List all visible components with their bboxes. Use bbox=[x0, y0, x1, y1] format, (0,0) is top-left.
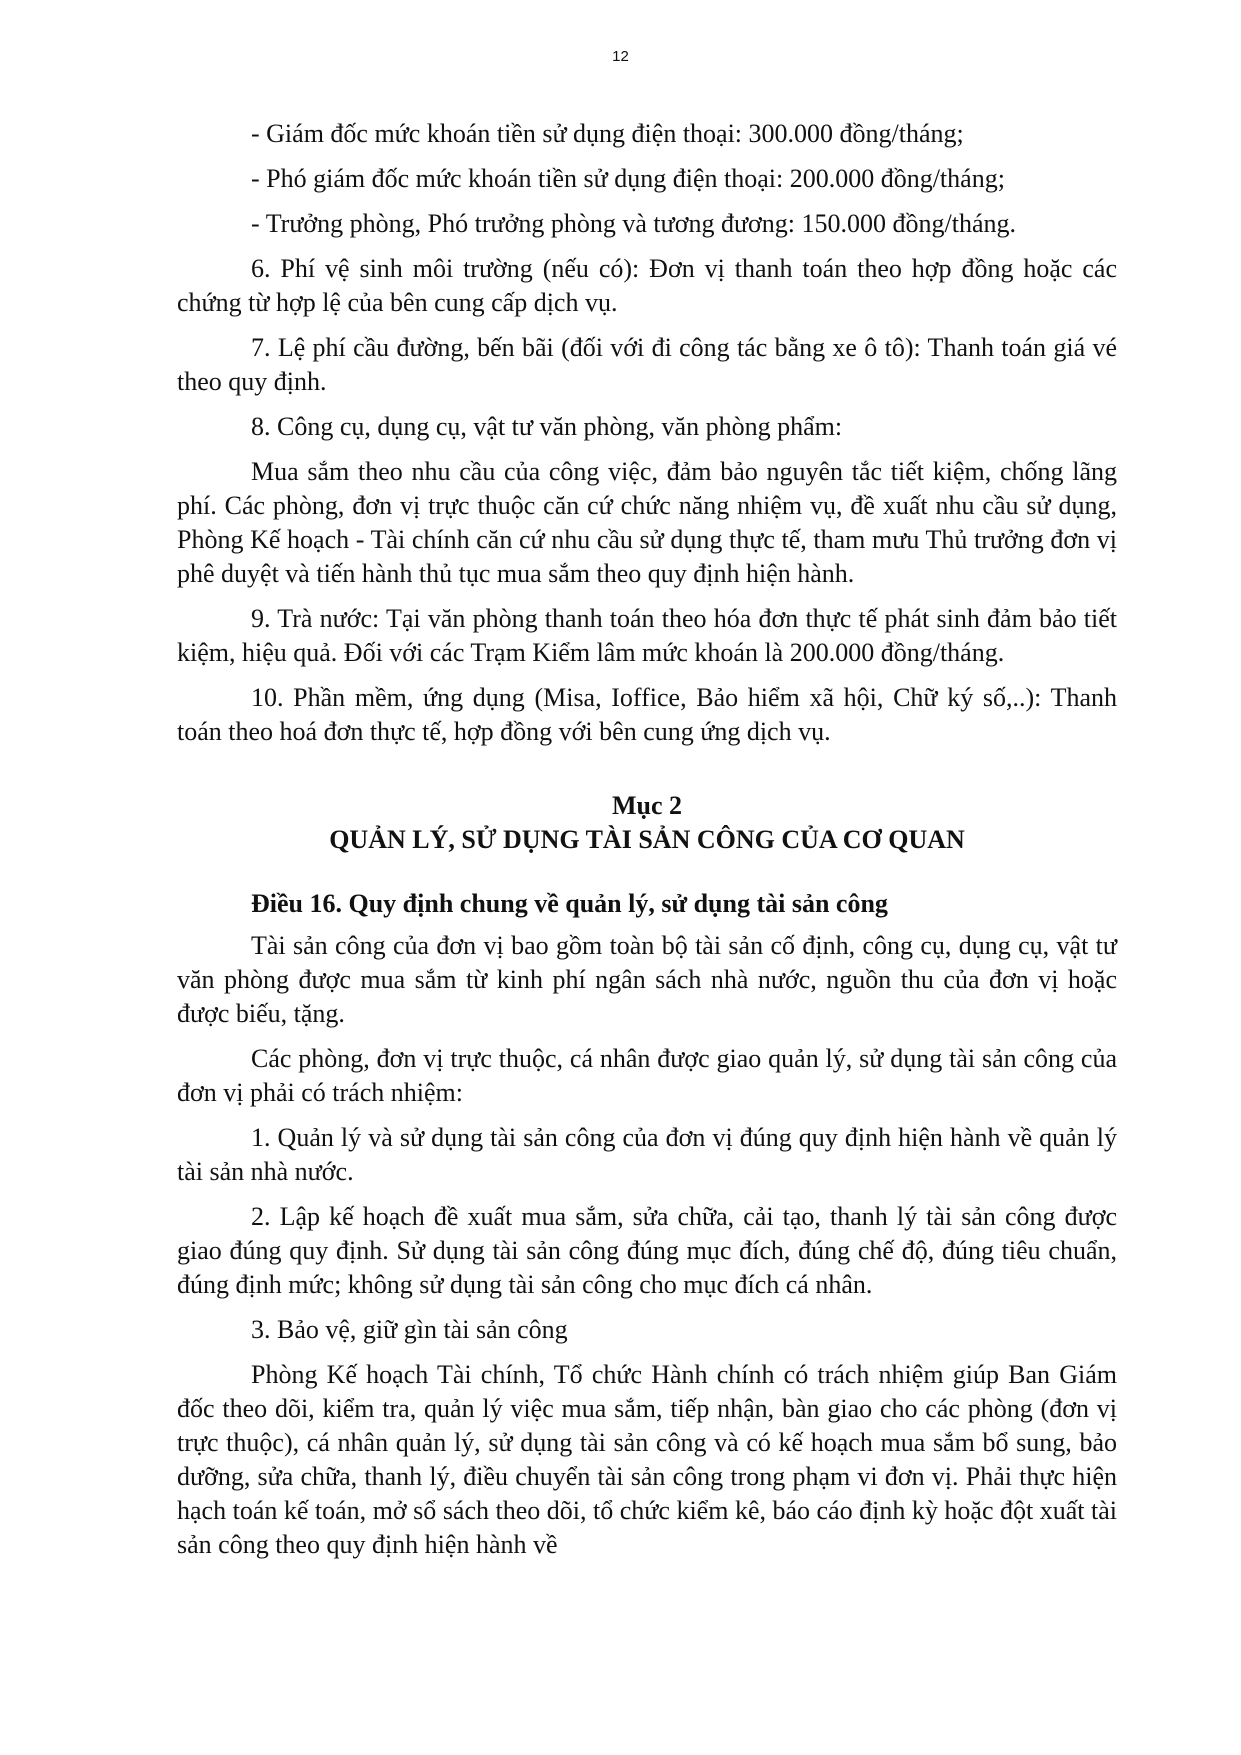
section-label: Mục 2 bbox=[611, 791, 683, 820]
article-heading: Điều 16. Quy định chung về quản lý, sử dụng tài sản công bbox=[251, 889, 888, 918]
article-title: Quy định chung về quản lý, sử dụng tài sản công bbox=[348, 889, 888, 918]
paragraph: 10. Phần mềm, ứng dụng (Misa, Ioffice, Bảo hiểm xã hội, Chữ ký số,..): Thanh toán theo hoá đơn thực tế, hợp đồng với bên cung ứng dịch vụ. bbox=[177, 683, 1117, 746]
document-body bbox=[177, 117, 1117, 1573]
paragraph: - Phó giám đốc mức khoán tiền sử dụng điện thoại: 200.000 đồng/tháng; bbox=[251, 164, 1005, 193]
paragraph: 1. Quản lý và sử dụng tài sản công của đơn vị đúng quy định hiện hành về quản lý tài sản nhà nước. bbox=[177, 1123, 1117, 1186]
paragraph: 9. Trà nước: Tại văn phòng thanh toán theo hóa đơn thực tế phát sinh đảm bảo tiết kiệm, hiệu quả. Đối với các Trạm Kiểm lâm mức khoán là 200.000 đồng/tháng. bbox=[177, 604, 1117, 667]
paragraph: Phòng Kế hoạch Tài chính, Tổ chức Hành chính có trách nhiệm giúp Ban Giám đốc theo dõi, kiểm tra, quản lý việc mua sắm, tiếp nhận, bàn giao cho các phòng (đơn vị trực thuộc), cá nhân quản lý, sử dụng tài sản công và có kế hoạch mua sắm bổ sung, bảo dưỡng, sửa chữa, thanh lý, điều chuyển tài sản công trong phạm vi đơn vị. Phải thực hiện hạch toán kế toán, mở sổ sách theo dõi, tổ chức kiểm kê, báo cáo định kỳ hoặc đột xuất tài sản công theo quy định hiện hành về bbox=[177, 1360, 1117, 1559]
paragraph: 8. Công cụ, dụng cụ, vật tư văn phòng, văn phòng phẩm: bbox=[251, 412, 843, 441]
paragraph: - Trưởng phòng, Phó trưởng phòng và tương đương: 150.000 đồng/tháng. bbox=[251, 209, 1016, 238]
section-title: QUẢN LÝ, SỬ DỤNG TÀI SẢN CÔNG CỦA CƠ QUAN bbox=[329, 825, 965, 854]
page-number: 12 bbox=[612, 48, 629, 65]
paragraph: 2. Lập kế hoạch đề xuất mua sắm, sửa chữa, cải tạo, thanh lý tài sản công được giao đúng quy định. Sử dụng tài sản công đúng mục đích, đúng chế độ, đúng tiêu chuẩn, đúng định mức; không sử dụng tài sản công cho mục đích cá nhân. bbox=[177, 1202, 1117, 1299]
paragraph: Các phòng, đơn vị trực thuộc, cá nhân được giao quản lý, sử dụng tài sản công của đơn vị phải có trách nhiệm: bbox=[177, 1044, 1117, 1107]
paragraph: - Giám đốc mức khoán tiền sử dụng điện thoại: 300.000 đồng/tháng; bbox=[251, 119, 964, 148]
paragraph: 3. Bảo vệ, giữ gìn tài sản công bbox=[251, 1315, 568, 1344]
paragraph: 6. Phí vệ sinh môi trường (nếu có): Đơn vị thanh toán theo hợp đồng hoặc các chứng từ hợp lệ của bên cung cấp dịch vụ. bbox=[177, 254, 1117, 317]
paragraph: Tài sản công của đơn vị bao gồm toàn bộ tài sản cố định, công cụ, dụng cụ, vật tư văn phòng được mua sắm từ kinh phí ngân sách nhà nước, nguồn thu của đơn vị hoặc được biếu, tặng. bbox=[177, 931, 1117, 1028]
article-number: Điều 16 bbox=[251, 889, 336, 918]
paragraph: 7. Lệ phí cầu đường, bến bãi (đối với đi công tác bằng xe ô tô): Thanh toán giá vé theo quy định. bbox=[177, 333, 1117, 396]
paragraph: Mua sắm theo nhu cầu của công việc, đảm bảo nguyên tắc tiết kiệm, chống lãng phí. Các phòng, đơn vị trực thuộc căn cứ chức năng nhiệm vụ, đề xuất nhu cầu sử dụng, Phòng Kế hoạch - Tài chính căn cứ nhu cầu sử dụng thực tế, tham mưu Thủ trưởng đơn vị phê duyệt và tiến hành thủ tục mua sắm theo quy định hiện hành. bbox=[177, 457, 1117, 588]
